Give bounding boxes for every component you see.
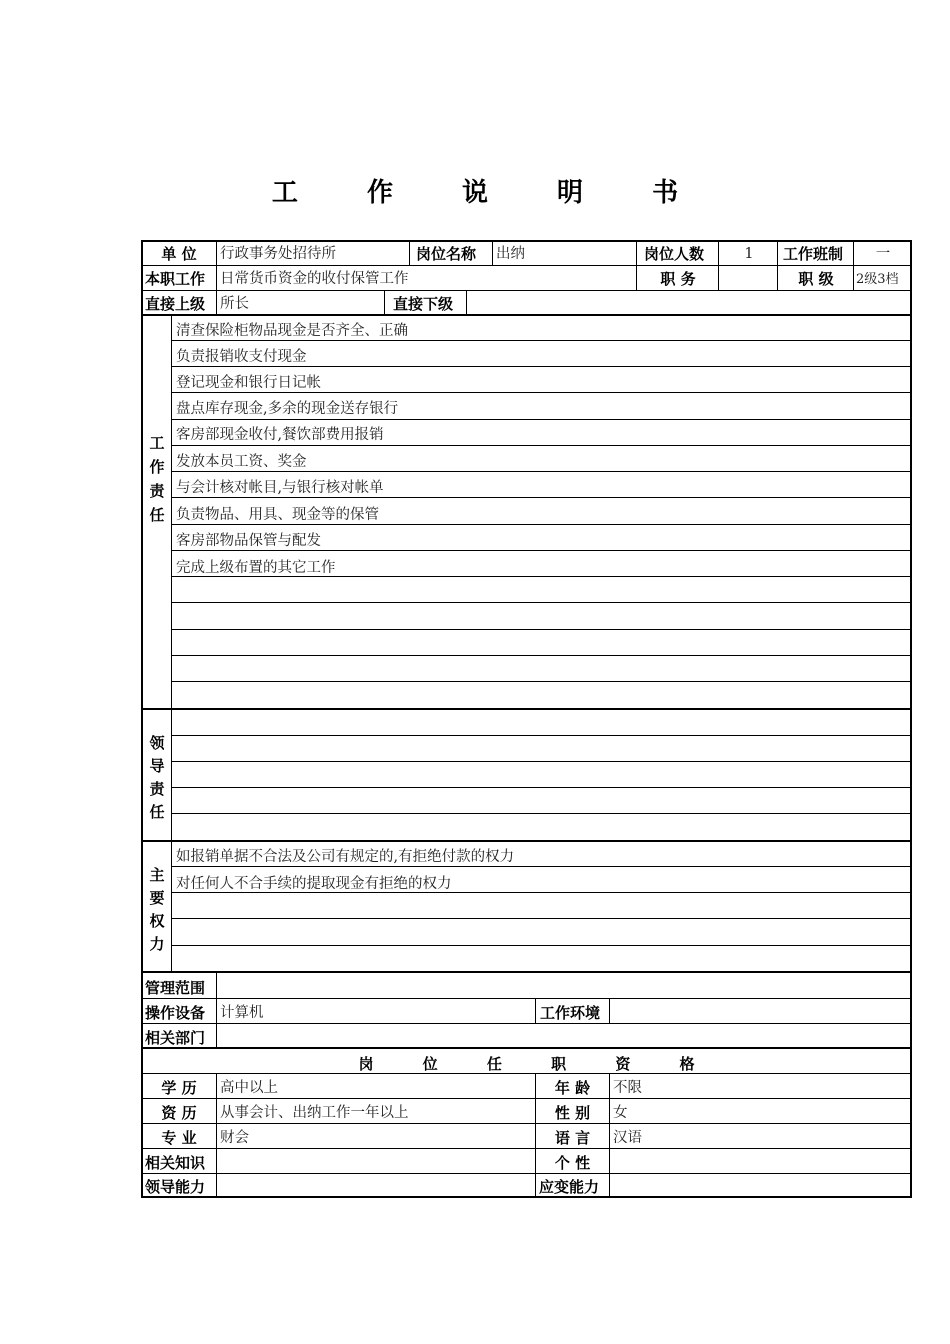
row-divider — [172, 602, 911, 603]
age-value: 不限 — [613, 1080, 642, 1096]
experience-label: 资 历 — [161, 1104, 197, 1122]
unit-value: 行政事务处招待所 — [220, 246, 336, 262]
post-name-label: 岗位名称 — [416, 245, 477, 263]
leadership-label-char: 责 — [149, 780, 165, 798]
row-divider — [172, 629, 911, 630]
responsibilities-label-char: 责 — [149, 482, 165, 500]
age-label: 年 龄 — [554, 1079, 591, 1097]
superior-label: 直接上级 — [145, 295, 206, 313]
gender-label: 性 别 — [554, 1104, 591, 1122]
powers-label-char: 主 — [149, 866, 165, 884]
power-item: 对任何人不合手续的提取现金有拒绝的权力 — [176, 876, 452, 892]
leadership-label-char: 任 — [149, 803, 165, 821]
personality-label: 个 性 — [554, 1154, 591, 1172]
responsibility-item: 完成上级布置的其它工作 — [176, 560, 336, 576]
education-value: 高中以上 — [220, 1080, 278, 1096]
responsibility-item: 客房部现金收付,餐饮部费用报销 — [176, 427, 384, 443]
adaptability-label: 应变能力 — [539, 1178, 600, 1196]
powers-label-char: 力 — [149, 935, 165, 953]
col-divider — [535, 998, 536, 1023]
leadership-ability-label: 领导能力 — [145, 1178, 206, 1196]
responsibilities-label — [142, 432, 172, 528]
leadership-label — [142, 732, 172, 824]
row-divider — [172, 761, 911, 762]
col-divider — [636, 241, 637, 291]
row-divider — [141, 1148, 912, 1149]
responsibilities-label-char: 工 — [149, 434, 165, 452]
col-divider — [609, 998, 610, 1023]
responsibilities-label-char: 任 — [149, 506, 165, 524]
section-divider — [141, 1047, 912, 1049]
powers-label — [142, 864, 172, 956]
responsibility-item: 发放本员工资、奖金 — [176, 454, 307, 470]
qualifications-heading: 岗 位 任 职 资 格 — [358, 1055, 717, 1073]
scope-label: 管理范围 — [145, 979, 206, 997]
environment-label: 工作环境 — [540, 1004, 601, 1022]
knowledge-label: 相关知识 — [145, 1154, 206, 1172]
col-divider — [492, 241, 493, 266]
col-divider — [466, 290, 467, 315]
gender-value: 女 — [613, 1105, 628, 1121]
section-divider — [141, 840, 912, 842]
row-divider — [172, 918, 911, 919]
headcount-value: 1 — [744, 246, 754, 262]
subordinate-label: 直接下级 — [393, 295, 454, 313]
row-divider — [141, 1073, 912, 1074]
equipment-value: 计算机 — [220, 1005, 264, 1021]
grade-value: 2级3档 — [856, 272, 899, 287]
page-title: 工 作 说 明 书 — [271, 178, 709, 208]
related-dept-label: 相关部门 — [145, 1029, 206, 1047]
col-divider — [535, 1074, 536, 1197]
col-divider — [718, 241, 719, 291]
col-divider — [409, 241, 410, 266]
major-value: 财会 — [220, 1130, 249, 1146]
powers-label-char: 要 — [149, 889, 165, 907]
row-divider — [172, 655, 911, 656]
row-divider — [141, 265, 912, 266]
grade-label: 职 级 — [798, 270, 834, 288]
shift-value: 一 — [875, 246, 891, 262]
col-divider — [216, 241, 217, 315]
leadership-label-char: 领 — [149, 734, 165, 752]
col-divider — [777, 241, 778, 291]
headcount-label: 岗位人数 — [644, 245, 705, 263]
responsibility-item: 负责物品、用具、现金等的保管 — [176, 507, 379, 523]
form-border-top — [141, 240, 912, 242]
responsibility-item: 清查保险柜物品现金是否齐全、正确 — [176, 323, 408, 339]
row-divider — [172, 787, 911, 788]
responsibilities-label-char: 作 — [149, 458, 165, 476]
responsibility-item: 登记现金和银行日记帐 — [176, 375, 321, 391]
col-divider — [216, 973, 217, 1048]
unit-label: 单 位 — [161, 245, 197, 263]
responsibility-item: 与会计核对帐目,与银行核对帐单 — [176, 480, 384, 496]
col-divider — [216, 1074, 217, 1197]
col-divider — [384, 290, 385, 315]
education-label: 学 历 — [161, 1079, 197, 1097]
row-divider — [172, 735, 911, 736]
language-value: 汉语 — [613, 1130, 642, 1146]
superior-value: 所长 — [220, 296, 249, 312]
power-item: 如报销单据不合法及公司有规定的,有拒绝付款的权力 — [176, 849, 515, 865]
leadership-label-char: 导 — [149, 757, 165, 775]
section-divider — [141, 708, 912, 710]
form-border-bottom — [141, 1196, 912, 1198]
row-divider — [141, 1173, 912, 1174]
experience-value: 从事会计、出纳工作一年以上 — [220, 1105, 409, 1121]
section-divider — [141, 971, 912, 973]
responsibility-item: 盘点库存现金,多余的现金送存银行 — [176, 401, 399, 417]
duty-label: 职 务 — [660, 270, 696, 288]
col-divider — [853, 241, 854, 291]
job-value: 日常货币资金的收付保管工作 — [220, 271, 409, 287]
row-divider — [172, 813, 911, 814]
language-label: 语 言 — [554, 1129, 591, 1147]
equipment-label: 操作设备 — [145, 1004, 206, 1022]
job-label: 本职工作 — [145, 270, 206, 288]
row-divider — [141, 290, 912, 291]
row-divider — [172, 945, 911, 946]
responsibility-item: 客房部物品保管与配发 — [176, 533, 321, 549]
post-name-value: 出纳 — [496, 246, 525, 262]
major-label: 专 业 — [161, 1129, 197, 1147]
shift-label: 工作班制 — [783, 245, 844, 263]
responsibility-item: 负责报销收支付现金 — [176, 349, 307, 365]
row-divider — [172, 681, 911, 682]
row-divider — [141, 998, 912, 999]
row-divider — [141, 314, 912, 316]
col-divider — [609, 1074, 610, 1197]
powers-label-char: 权 — [149, 912, 165, 930]
